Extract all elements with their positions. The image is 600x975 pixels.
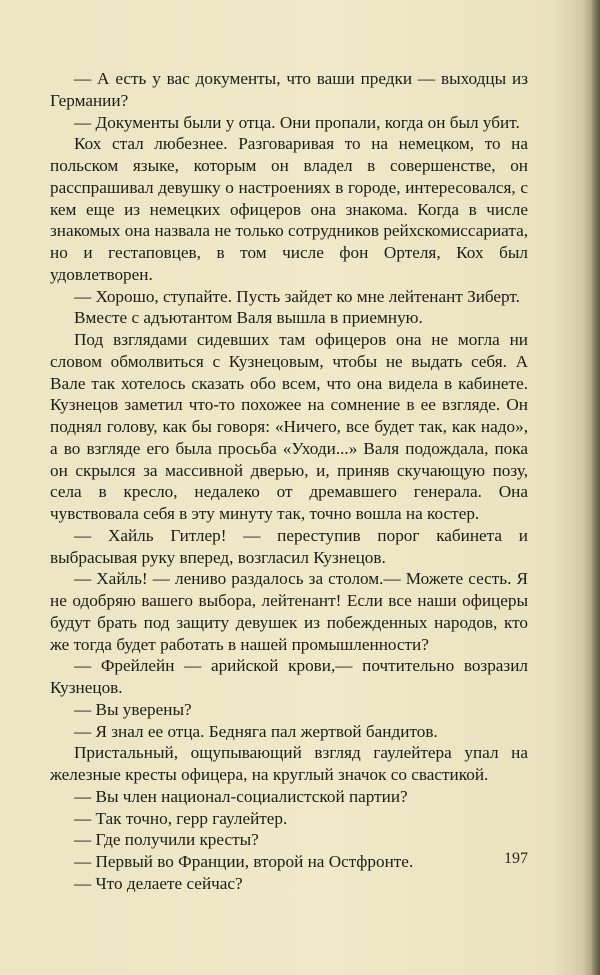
page-edge-shadow: [592, 0, 600, 975]
paragraph: — Хайль! — лениво раздалось за столом.— Можете сесть. Я не одобряю вашего выбора, лейтенант! Если все наши офицеры будут брать под защиту девушек из побежденных народов, кто же тогда будет работать в нашей промышленности?: [50, 569, 528, 654]
paragraph: — Так точно, герр гаулейтер.: [74, 808, 288, 828]
paragraph: — Фрейлейн — арийской крови,— почтительно возразил Кузнецов.: [50, 656, 528, 697]
paragraph: — Хайль Гитлер! — переступив порог кабинета и выбрасывая руку вперед, возгласил Кузнецов.: [50, 525, 528, 567]
paragraph: — Где получили кресты?: [74, 830, 259, 850]
paragraph: Под взглядами сидевших там офицеров она не могла ни словом обмолвиться с Кузнецовым, чтобы не выдать себя. А Вале так хотелось сказать обо всем, что она видела в кабинете. Кузнецов заметил что-то похожее на сомнение в ее взгляде. Он поднял голову, как бы говоря: «Ничего, все будет так, как надо», а во взгляде его была просьба «Уходи...» Валя подождала, пока он скрылся за массивной дверью, и, приняв скучающую позу, села в кресло, недалеко от дремавшего генерала. Она чувствовала себя в эту минуту так, точно вошла на костер.: [50, 330, 528, 523]
paragraph: — А есть у вас документы, что ваши предки — выходцы из Германии?: [50, 69, 528, 110]
page-number: 197: [504, 850, 528, 867]
paragraph: — Хорошо, ступайте. Пусть зайдет ко мне лейтенант Зиберт.: [74, 286, 520, 306]
paragraph: — Вы уверены?: [74, 699, 192, 719]
page-text: [50, 68, 528, 895]
paragraph: Кох стал любезнее. Разговаривая то на немецком, то на польском языке, которым он владел в совершенстве, он расспрашивал девушку о настроениях в городе, интересовался, с кем еще из немецких офицеров она знакома. Когда в числе знакомых она назвала не только сотрудников рейхскомиссариата, но и гестаповцев, в том числе фон Ортеля, Кох был удовлетворен.: [50, 134, 528, 284]
paragraph: — Вы член национал-социалистской партии?: [74, 786, 408, 806]
paragraph: Вместе с адъютантом Валя вышла в приемную.: [74, 308, 423, 328]
paragraph: — Я знал ее отца. Бедняга пал жертвой бандитов.: [74, 721, 438, 741]
paragraph: — Первый во Франции, второй на Остфронте.: [74, 852, 414, 871]
paragraph: — Документы были у отца. Они пропали, когда он был убит.: [74, 112, 520, 132]
paragraph: — Что делаете сейчас?: [74, 873, 243, 893]
paragraph: Пристальный, ощупывающий взгляд гаулейтера упал на железные кресты офицера, на круглый значок со свастикой.: [50, 743, 528, 784]
